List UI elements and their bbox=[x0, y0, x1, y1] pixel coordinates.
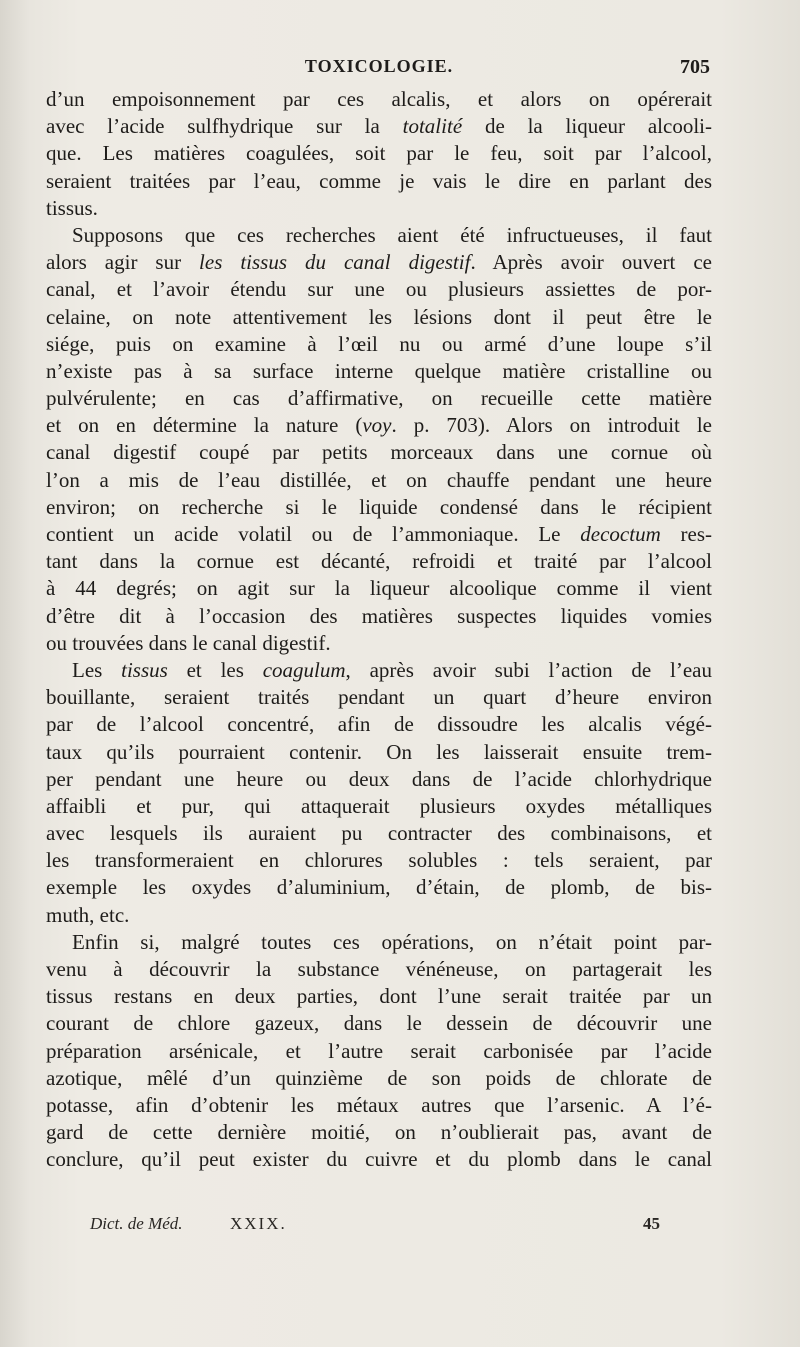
body-text bbox=[46, 86, 712, 1174]
text-line: potasse, afin d’obtenir les métaux autres que l’arsenic. A l’é- bbox=[46, 1092, 712, 1117]
page-number: 705 bbox=[680, 56, 710, 78]
paragraph bbox=[46, 657, 712, 929]
text-line: exemple les oxydes d’aluminium, d’étain, de plomb, de bis- bbox=[46, 875, 712, 900]
text-line: canal, et l’avoir étendu sur une ou plusieurs assiettes de por- bbox=[46, 277, 712, 302]
paragraph bbox=[46, 222, 712, 657]
text-line: taux qu’ils pourraient contenir. On les laisserait ensuite trem- bbox=[46, 739, 712, 764]
footer-sheet-number: 45 bbox=[643, 1214, 660, 1233]
text-line: azotique, mêlé d’un quinzième de son poids de chlorate de bbox=[46, 1065, 712, 1090]
text-line: pulvérulente; en cas d’affirmative, on recueille cette matière bbox=[46, 386, 712, 411]
text-line: celaine, on note attentivement les lésions dont il peut être le bbox=[46, 304, 712, 329]
text-line: ou trouvées dans le canal digestif. bbox=[46, 630, 331, 655]
text-line: contient un acide volatil ou de l’ammoniaque. Le decoctum res- bbox=[46, 522, 712, 546]
text-line: préparation arsénicale, et l’autre serait carbonisée par l’acide bbox=[46, 1038, 712, 1063]
text-line: que. Les matières coagulées, soit par le feu, soit par l’alcool, bbox=[46, 141, 712, 166]
text-line: siége, puis on examine à l’œil nu ou armé d’une loupe s’il bbox=[46, 331, 712, 356]
text-line: canal digestif coupé par petits morceaux dans une cornue où bbox=[46, 440, 712, 465]
text-line: et on en détermine la nature (voy. p. 703). Alors on introduit le bbox=[46, 413, 712, 438]
text-block bbox=[46, 56, 712, 1174]
text-line: environ; on recherche si le liquide condensé dans le récipient bbox=[46, 494, 712, 519]
text-line: d’un empoisonnement par ces alcalis, et alors on opérerait bbox=[46, 87, 712, 111]
text-line: per pendant une heure ou deux dans de l’acide chlorhydrique bbox=[46, 766, 712, 791]
paragraph bbox=[46, 929, 712, 1174]
text-line: seraient traitées par l’eau, comme je vais le dire en parlant des bbox=[46, 168, 712, 193]
text-line: d’être dit à l’occasion des matières suspectes liquides vomies bbox=[46, 603, 712, 628]
text-line: tissus. bbox=[46, 195, 98, 220]
footer-signature: Dict. de Méd. bbox=[90, 1214, 183, 1233]
paragraph bbox=[46, 86, 712, 222]
text-line: alors agir sur les tissus du canal digestif. Après avoir ouvert ce bbox=[46, 250, 712, 275]
text-line: Les tissus et les coagulum, après avoir subi l’action de l’eau bbox=[72, 657, 713, 682]
text-line: affaibli et pur, qui attaquerait plusieurs oxydes métalliques bbox=[46, 793, 712, 818]
text-line: tant dans la cornue est décanté, refroidi et traité par l’alcool bbox=[46, 549, 712, 574]
footer-volume: XXIX. bbox=[230, 1214, 287, 1233]
running-title: TOXICOLOGIE. bbox=[304, 56, 454, 76]
text-line: l’on a mis de l’eau distillée, et on chauffe pendant une heure bbox=[46, 467, 712, 492]
text-line: Supposons que ces recherches aient été infructueuses, il faut bbox=[72, 222, 712, 247]
text-line: Enfin si, malgré toutes ces opérations, on n’était point par- bbox=[72, 929, 712, 954]
text-line: avec lesquels ils auraient pu contracter des combinaisons, et bbox=[46, 821, 712, 846]
text-line: gard de cette dernière moitié, on n’oublierait pas, avant de bbox=[46, 1120, 712, 1145]
text-line: muth, etc. bbox=[46, 902, 130, 927]
text-line: par de l’alcool concentré, afin de dissoudre les alcalis végé- bbox=[46, 712, 712, 737]
text-line: les transformeraient en chlorures solubles : tels seraient, par bbox=[46, 848, 712, 873]
page-header bbox=[46, 56, 712, 86]
text-line: à 44 degrés; on agit sur la liqueur alcoolique comme il vient bbox=[46, 576, 712, 601]
text-line: tissus restans en deux parties, dont l’une serait traitée par un bbox=[46, 984, 712, 1009]
text-line: venu à découvrir la substance vénéneuse, on partagerait les bbox=[46, 957, 712, 981]
text-line: avec l’acide sulfhydrique sur la totalité de la liqueur alcooli- bbox=[46, 114, 712, 139]
text-line: n’existe pas à sa surface interne quelque matière cristalline ou bbox=[46, 358, 712, 383]
text-line: conclure, qu’il peut exister du cuivre et du plomb dans le canal bbox=[46, 1147, 712, 1172]
text-line: courant de chlore gazeux, dans le dessein de découvrir une bbox=[46, 1011, 712, 1036]
text-line: bouillante, seraient traités pendant un quart d’heure environ bbox=[46, 685, 712, 710]
